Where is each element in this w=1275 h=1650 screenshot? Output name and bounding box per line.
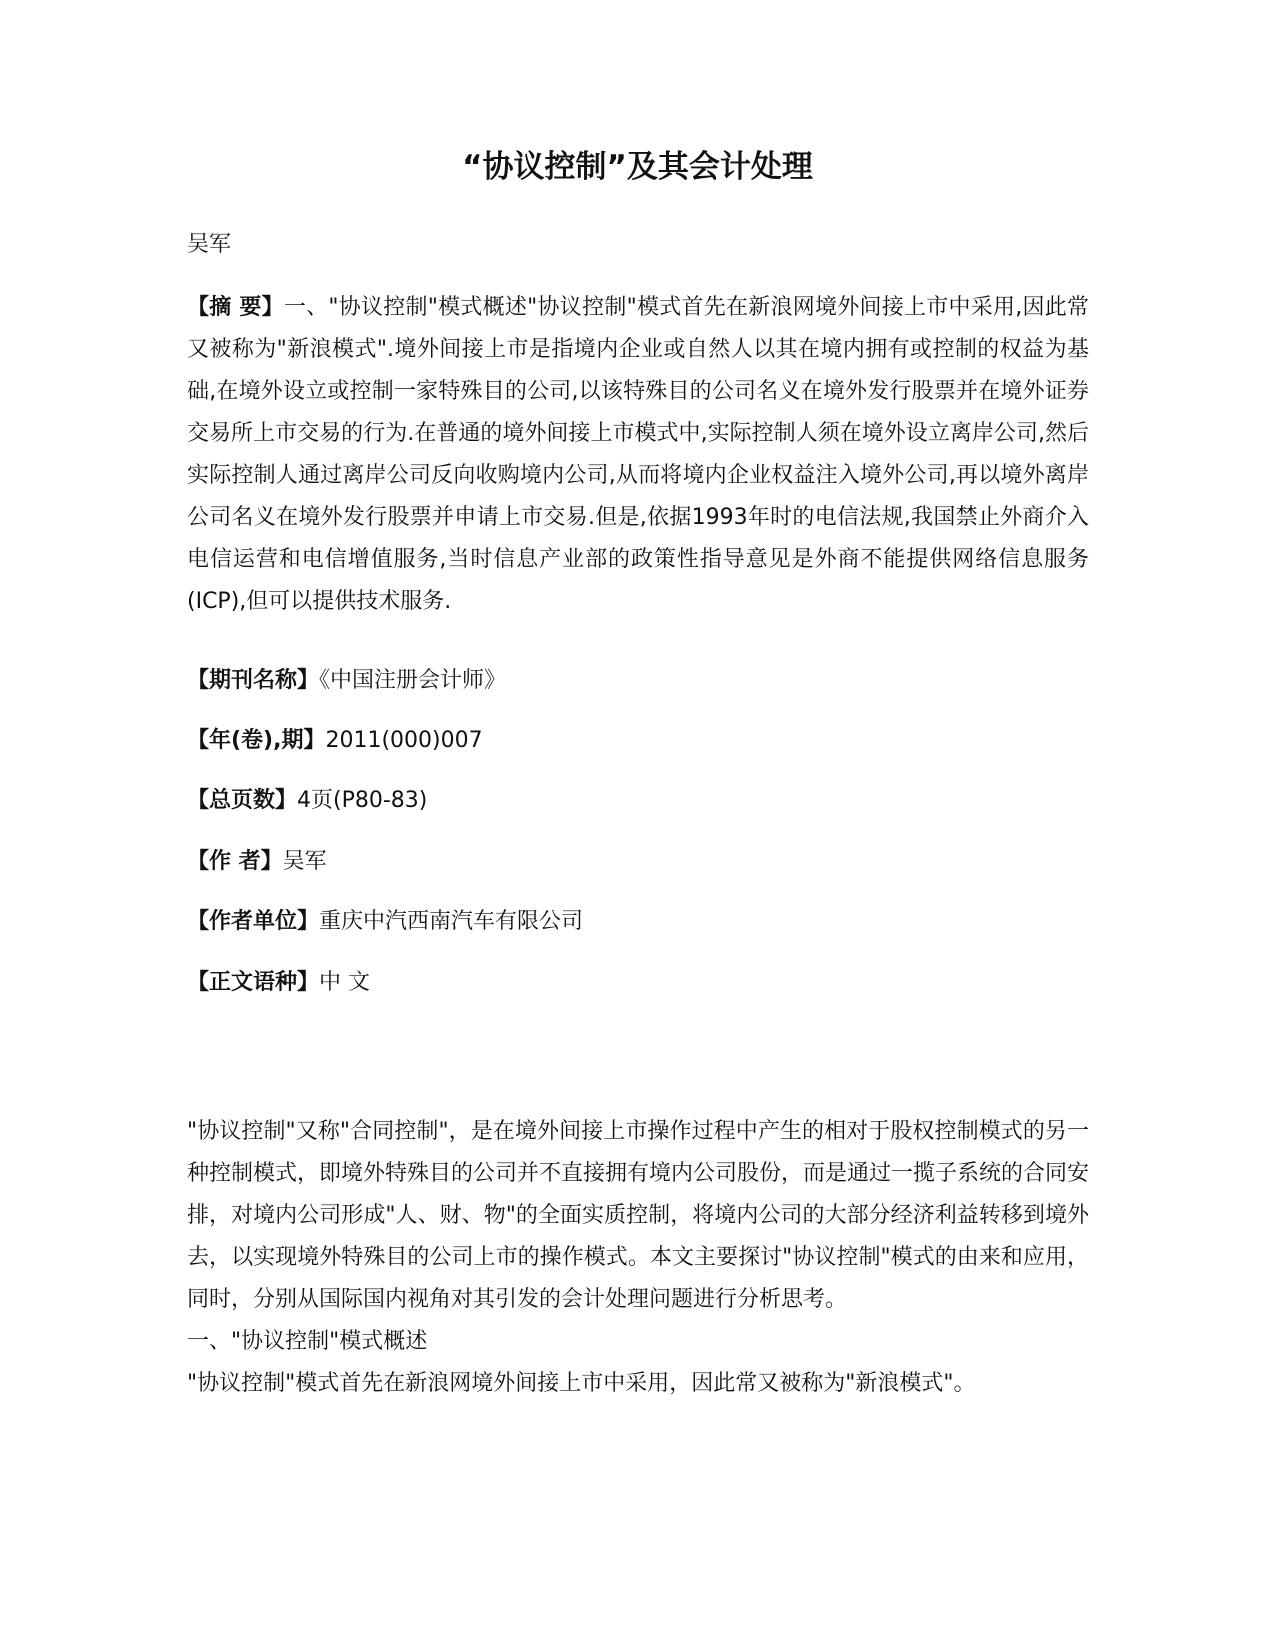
meta-value: 中 文: [319, 970, 371, 995]
body-text: [187, 1111, 1089, 1405]
meta-author: [187, 842, 327, 882]
document-title: “协议控制”及其会计处理: [462, 149, 813, 185]
abstract-block: [187, 287, 1089, 623]
meta-label: 【作者单位】: [187, 909, 320, 934]
author-line: 吴军: [187, 232, 232, 257]
meta-page-count: [187, 781, 427, 821]
meta-language: [187, 963, 370, 1003]
meta-value: 《中国注册会计师》: [319, 668, 507, 693]
abstract-text: 一、"协议控制"模式概述"协议控制"模式首先在新浪网境外间接上市中采用,因此常又被称为"新浪模式".境外间接上市是指境内企业或自然人以其在境内拥有或控制的权益为基础,在境外设立或控制一家特殊目的公司,以该特殊目的公司名义在境外发行股票并在境外证券交易所上市交易的行为.在普通的境外间接上市模式中,实际控制人须在境外设立离岸公司,然后实际控制人通过离岸公司反向收购境内公司,从而将境内企业权益注入境外公司,再以境外离岸公司名义在境外发行股票并申请上市交易.但是,依据1993年时的电信法规,我国禁止外商介入电信运营和电信增值服务,当时信息产业部的政策性指导意见是外商不能提供网络信息服务(ICP),但可以提供技术服务.: [187, 295, 1089, 614]
abstract-label: 【摘 要】: [187, 295, 284, 320]
meta-value: 吴军: [282, 849, 327, 874]
body-paragraph: "协议控制"模式首先在新浪网境外间接上市中采用，因此常又被称为"新浪模式"。: [187, 1371, 976, 1396]
meta-label: 【作 者】: [187, 849, 283, 874]
body-paragraph: "协议控制"又称"合同控制"，是在境外间接上市操作过程中产生的相对于股权控制模式的另一种控制模式，即境外特殊目的公司并不直接拥有境内公司股份，而是通过一揽子系统的合同安排，对境内公司形成"人、财、物"的全面实质控制，将境内公司的大部分经济利益转移到境外去，以实现境外特殊目的公司上市的操作模式。本文主要探讨"协议控制"模式的由来和应用，同时，分别从国际国内视角对其引发的会计处理问题进行分析思考。: [187, 1119, 1090, 1312]
section-heading: 一、"协议控制"模式概述: [187, 1329, 428, 1354]
meta-value: 2011(000)007: [325, 728, 483, 753]
meta-journal: [187, 661, 506, 701]
meta-affiliation: [187, 902, 583, 942]
meta-value: 4页(P80-83): [297, 788, 428, 813]
meta-label: 【年(卷),期】: [187, 728, 326, 753]
meta-value: 重庆中汽西南汽车有限公司: [319, 909, 584, 934]
meta-label: 【期刊名称】: [187, 668, 320, 693]
meta-label: 【正文语种】: [187, 970, 320, 995]
meta-year-volume-issue: [187, 721, 483, 761]
meta-label: 【总页数】: [187, 788, 298, 813]
